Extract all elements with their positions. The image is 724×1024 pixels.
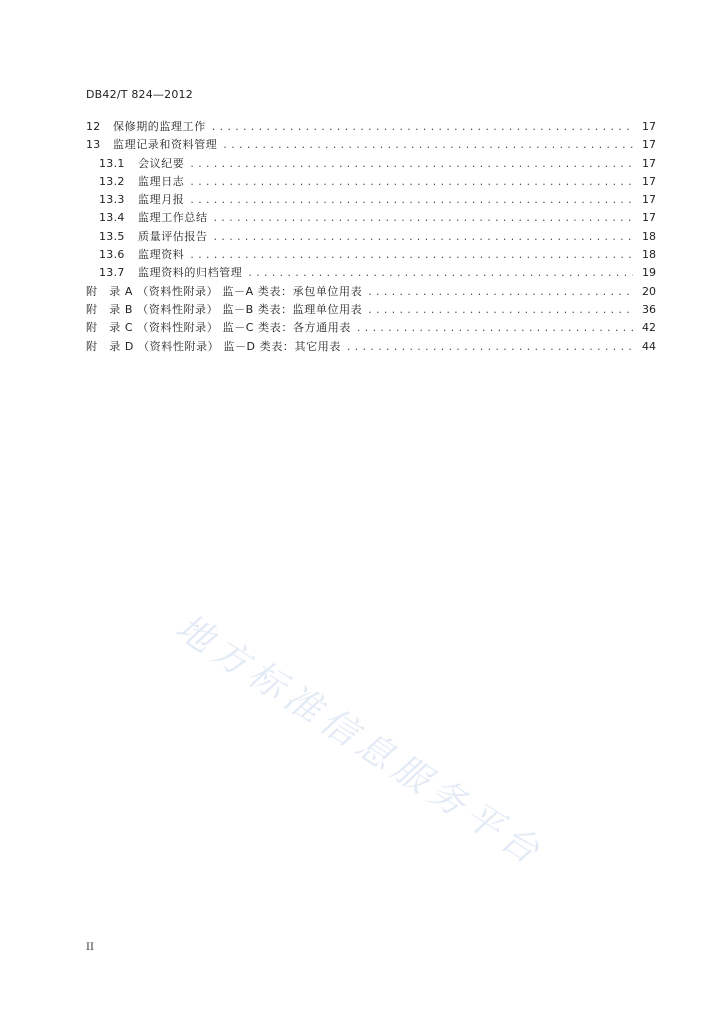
toc-title: 附 录 A （资料性附录） 监－A 类表：承包单位用表 bbox=[86, 284, 363, 298]
watermark-text: 地方标准信息服务平台 bbox=[168, 606, 552, 876]
toc-title: 监理资料的归档管理 bbox=[138, 266, 243, 280]
toc-entry-appendix-d[interactable] bbox=[86, 338, 656, 356]
toc-number: 12 bbox=[86, 120, 101, 133]
toc-page-number: 18 bbox=[642, 229, 656, 243]
toc-dot-leader bbox=[189, 156, 633, 174]
toc-title: 监理记录和资料管理 bbox=[113, 138, 218, 152]
toc-number: 13.7 bbox=[99, 266, 125, 280]
page-number: II bbox=[86, 942, 94, 953]
toc-title: 保修期的监理工作 bbox=[113, 120, 206, 133]
toc-number: 13.2 bbox=[99, 174, 125, 188]
toc-page-number: 18 bbox=[642, 248, 656, 262]
toc-page-number: 17 bbox=[642, 211, 656, 225]
toc-number: 13 bbox=[86, 138, 101, 152]
toc-dot-leader bbox=[346, 339, 633, 357]
toc-entry-13-2[interactable] bbox=[86, 173, 656, 191]
toc-page-number: 17 bbox=[642, 120, 656, 133]
toc-page-number: 17 bbox=[642, 156, 656, 170]
toc-page-number: 44 bbox=[642, 339, 656, 353]
toc-entry-appendix-c[interactable] bbox=[86, 319, 656, 337]
toc-dot-leader bbox=[211, 119, 633, 137]
toc-title: 监理资料 bbox=[138, 248, 185, 262]
toc-entry-13-7[interactable] bbox=[86, 264, 656, 282]
toc-dot-leader bbox=[189, 192, 633, 210]
toc-entry-13-3[interactable] bbox=[86, 191, 656, 209]
toc-dot-leader bbox=[189, 174, 633, 192]
table-of-contents bbox=[86, 118, 656, 356]
toc-number: 13.1 bbox=[99, 156, 125, 170]
toc-title: 监理月报 bbox=[138, 193, 185, 207]
toc-entry-13-1[interactable] bbox=[86, 155, 656, 173]
toc-page-number: 17 bbox=[642, 174, 656, 188]
toc-dot-leader bbox=[367, 284, 633, 302]
toc-number: 13.5 bbox=[99, 229, 125, 243]
toc-title: 附 录 C （资料性附录） 监－C 类表：各方通用表 bbox=[86, 321, 351, 335]
toc-entry-13[interactable] bbox=[86, 136, 656, 154]
toc-dot-leader bbox=[213, 229, 633, 247]
toc-dot-leader bbox=[189, 247, 633, 265]
toc-page-number: 19 bbox=[642, 266, 656, 280]
toc-dot-leader bbox=[213, 210, 633, 228]
toc-entry-appendix-a[interactable] bbox=[86, 283, 656, 301]
toc-entry-13-4[interactable] bbox=[86, 209, 656, 227]
toc-title: 监理日志 bbox=[138, 174, 185, 188]
toc-number: 13.6 bbox=[99, 248, 125, 262]
toc-page-number: 20 bbox=[642, 284, 656, 298]
toc-dot-leader bbox=[222, 137, 633, 155]
toc-number: 13.4 bbox=[99, 211, 125, 225]
toc-entry-13-5[interactable] bbox=[86, 228, 656, 246]
toc-dot-leader bbox=[367, 302, 633, 320]
toc-number: 13.3 bbox=[99, 193, 125, 207]
toc-page-number: 36 bbox=[642, 302, 656, 316]
toc-title: 质量评估报告 bbox=[138, 229, 208, 243]
toc-entry-appendix-b[interactable] bbox=[86, 301, 656, 319]
toc-title: 会议纪要 bbox=[138, 156, 185, 170]
document-code: DB42/T 824—2012 bbox=[86, 88, 193, 101]
toc-page-number: 17 bbox=[642, 193, 656, 207]
toc-title: 附 录 B （资料性附录） 监－B 类表：监理单位用表 bbox=[86, 302, 363, 316]
toc-dot-leader bbox=[356, 320, 633, 338]
toc-dot-leader bbox=[247, 265, 633, 283]
toc-entry-13-6[interactable] bbox=[86, 246, 656, 264]
toc-page-number: 42 bbox=[642, 321, 656, 335]
toc-page-number: 17 bbox=[642, 138, 656, 152]
toc-title: 监理工作总结 bbox=[138, 211, 208, 225]
toc-title: 附 录 D （资料性附录） 监－D 类表：其它用表 bbox=[86, 339, 341, 353]
toc-entry-12[interactable] bbox=[86, 118, 656, 136]
